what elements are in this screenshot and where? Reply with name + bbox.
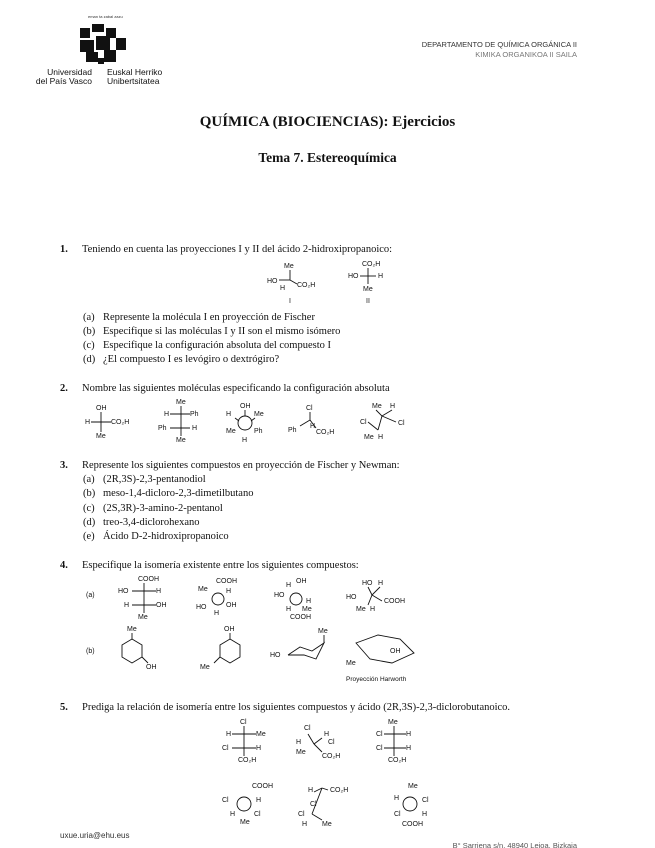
q4-b3-ho: HO	[270, 652, 281, 659]
q1-i-co2h: CO₂H	[297, 282, 316, 289]
q5-m4-cl2: Cl	[254, 811, 261, 818]
university-name-es: Universidad del País Vasco	[35, 67, 92, 86]
q4-a3-h1: H	[286, 582, 292, 589]
logo-mark-icon	[78, 22, 128, 66]
q4-a4-h1: H	[378, 580, 384, 587]
q5-m2-cl2: Cl	[328, 739, 335, 746]
q4-a3-h3: H	[286, 606, 292, 613]
page-title: QUÍMICA (BIOCIENCIAS): Ejercicios	[199, 114, 456, 130]
logo-motto: eman ta zabal zazu	[88, 14, 123, 19]
q5-m1-cl1: Cl	[240, 719, 247, 726]
q4-a2-oh: OH	[226, 602, 237, 609]
q5-m4-h2: H	[230, 811, 236, 818]
footer-email: uxue.uria@ehu.eus	[60, 831, 130, 840]
q4-a3-h2: H	[306, 598, 312, 605]
q1-ii-me: Me	[363, 286, 373, 293]
q2-m3-h1: H	[226, 411, 232, 418]
q4-a1-oh: OH	[156, 602, 167, 609]
q5-m3-cl1: Cl	[376, 731, 383, 738]
q4-a2-cooh: COOH	[216, 578, 237, 585]
q5-m5-cl1: Cl	[310, 801, 317, 808]
q4-a4-ho1: HO	[362, 580, 373, 587]
q5-m3-me: Me	[388, 719, 398, 726]
q4-a1-ho: HO	[118, 588, 129, 595]
q5-m6-h2: H	[422, 811, 428, 818]
q2-m2-h1: H	[164, 411, 170, 418]
q1-item-b: (b) Especifique si las moléculas I y II son el mismo isómero	[83, 326, 341, 337]
q4-b1-me: Me	[127, 626, 137, 633]
q5-m5-me: Me	[322, 821, 332, 828]
q5-m3-co2h: CO₂H	[388, 757, 407, 764]
q5-m6-me: Me	[408, 783, 418, 790]
q2-m3-ph: Ph	[254, 428, 263, 435]
q2-m1-me: Me	[96, 433, 106, 440]
q4-a1-me: Me	[138, 614, 148, 621]
q2-m3-h2: H	[242, 437, 248, 444]
q2-m2-me-bot: Me	[176, 437, 186, 444]
q4-a3-ho: HO	[274, 592, 285, 599]
university-logo	[78, 22, 128, 66]
q5-m5-h1: H	[308, 787, 314, 794]
q1-item-a: (a) Represente la molécula I en proyección de Fischer	[83, 312, 315, 323]
q5-m1-me: Me	[256, 731, 266, 738]
q2-m5-cl2: Cl	[360, 419, 367, 426]
q2-m2-h2: H	[192, 425, 198, 432]
q1-i-me: Me	[284, 263, 294, 270]
q1-ii-ho: HO	[348, 273, 359, 280]
q1-item-d: (d) ¿El compuesto I es levógiro o dextrógiro?	[83, 354, 280, 365]
q4-b3-me: Me	[318, 628, 328, 635]
q1-label-i: I	[289, 298, 291, 305]
q5-m6-cooh: COOH	[402, 821, 423, 828]
q5-m4-cooh: COOH	[252, 783, 273, 790]
question-1: 1. Teniendo en cuenta las proyecciones I y II del ácido 2-hidroxipropanoico:	[60, 244, 393, 255]
q2-m4-cl: Cl	[306, 405, 313, 412]
q2-structures	[80, 396, 420, 446]
q5-m1-h1: H	[226, 731, 232, 738]
q2-m5-cl1: Cl	[398, 420, 405, 427]
q4-a2-h2: H	[214, 610, 220, 617]
q5-m4-me: Me	[240, 819, 250, 826]
q5-m1-cl2: Cl	[222, 745, 229, 752]
q4-a4-ho2: HO	[346, 594, 357, 601]
q2-m5-h1: H	[390, 403, 396, 410]
q2-m2-ph2: Ph	[158, 425, 167, 432]
q4-a2-me: Me	[198, 586, 208, 593]
q5-m2-co2h: CO₂H	[322, 753, 341, 760]
q3-item-d: (d) treo-3,4-diclorohexano	[83, 517, 200, 528]
q4-a2-ho: HO	[196, 604, 207, 611]
q2-m5-me1: Me	[372, 403, 382, 410]
q4-b2-me: Me	[200, 664, 210, 671]
question-3: 3. Represente los siguientes compuestos en proyección de Fischer y Newman:	[60, 460, 400, 471]
q3-item-c: (c) (2S,3R)-3-amino-2-pentanol	[83, 503, 223, 514]
q5-m3-cl2: Cl	[376, 745, 383, 752]
q4-label-b: (b)	[86, 648, 95, 655]
q5-m2-h1: H	[296, 739, 302, 746]
q2-m1-h: H	[85, 419, 91, 426]
q4-haworth-caption: Proyección Harworth	[346, 676, 407, 683]
q3-item-b: (b) meso-1,4-dicloro-2,3-dimetilbutano	[83, 488, 254, 499]
q4-a4-cooh: COOH	[384, 598, 405, 605]
q2-m2-ph1: Ph	[190, 411, 199, 418]
q1-i-h: H	[280, 285, 286, 292]
q5-m2-cl1: Cl	[304, 725, 311, 732]
q5-m3-h2: H	[406, 745, 412, 752]
q2-m4-h: H	[310, 423, 316, 430]
q2-m3-me2: Me	[226, 428, 236, 435]
q4-structures	[80, 573, 420, 685]
q5-structures	[210, 716, 450, 828]
q5-m3-h1: H	[406, 731, 412, 738]
q1-i-ho: HO	[267, 278, 278, 285]
q4-b4-me: Me	[346, 660, 356, 667]
q5-m4-cl1: Cl	[222, 797, 229, 804]
q4-a4-h2: H	[370, 606, 376, 613]
q2-m3-oh: OH	[240, 403, 251, 410]
q3-item-a: (a) (2R,3S)-2,3-pentanodiol	[83, 474, 206, 485]
q4-a1-h1: H	[156, 588, 162, 595]
q2-m5-me2: Me	[364, 434, 374, 441]
q5-m6-cl1: Cl	[422, 797, 429, 804]
q4-a3-me: Me	[302, 606, 312, 613]
question-2: 2. Nombre las siguientes moléculas especificando la configuración absoluta	[60, 383, 390, 394]
q2-m1-co2h: CO₂H	[111, 419, 130, 426]
q5-m1-h2: H	[256, 745, 262, 752]
question-4: 4. Especifique la isomería existente entre los siguientes compuestos:	[60, 560, 359, 571]
q2-m5-h2: H	[378, 434, 384, 441]
department-name: DEPARTAMENTO DE QUÍMICA ORGÁNICA II KIMIKA ORGANIKOA II SAILA	[421, 40, 577, 59]
q4-a2-h1: H	[226, 588, 232, 595]
question-5: 5. Prediga la relación de isomería entre los siguientes compuestos y ácido (2R,3S)-2,3-diclorobutanoico.	[60, 702, 511, 713]
q4-a4-me: Me	[356, 606, 366, 613]
footer-address: B° Sarriena s/n, 48940 Leioa, Bizkaia	[452, 841, 577, 848]
q4-label-a: (a)	[86, 592, 95, 599]
q2-m3-me: Me	[254, 411, 264, 418]
q2-m4-ph: Ph	[288, 427, 297, 434]
q4-a3-cooh: COOH	[290, 614, 311, 621]
q1-ii-h: H	[378, 273, 384, 280]
q5-m1-co2h: CO₂H	[238, 757, 257, 764]
q4-b4-oh: OH	[390, 648, 401, 655]
q5-m6-h1: H	[394, 795, 400, 802]
q5-m5-co2h: CO₂H	[330, 787, 349, 794]
q5-m2-me: Me	[296, 749, 306, 756]
q1-structures	[260, 258, 400, 310]
q1-item-c: (c) Especifique la configuración absoluta del compuesto I	[83, 340, 332, 351]
q2-m2-me-top: Me	[176, 399, 186, 406]
q4-a3-oh: OH	[296, 578, 307, 585]
q5-m5-cl2: Cl	[298, 811, 305, 818]
q1-ii-co2h: CO₂H	[362, 261, 381, 268]
university-name-eu: Euskal Herriko Unibertsitatea	[107, 67, 163, 86]
q5-m4-h1: H	[256, 797, 262, 804]
q4-a1-h2: H	[124, 602, 130, 609]
q2-m4-co2h: CO₂H	[316, 429, 335, 436]
q1-label-ii: II	[366, 298, 370, 305]
q4-a1-cooh: COOH	[138, 576, 159, 583]
q5-m5-h2: H	[302, 821, 308, 828]
q4-b1-oh: OH	[146, 664, 157, 671]
q5-m6-cl2: Cl	[394, 811, 401, 818]
page-subtitle: Tema 7. Estereoquímica	[258, 150, 397, 165]
q4-b2-oh: OH	[224, 626, 235, 633]
q5-m2-h2: H	[324, 731, 330, 738]
q3-item-e: (e) Ácido D-2-hidroxipropanoico	[83, 531, 229, 542]
q2-m1-oh: OH	[96, 405, 107, 412]
